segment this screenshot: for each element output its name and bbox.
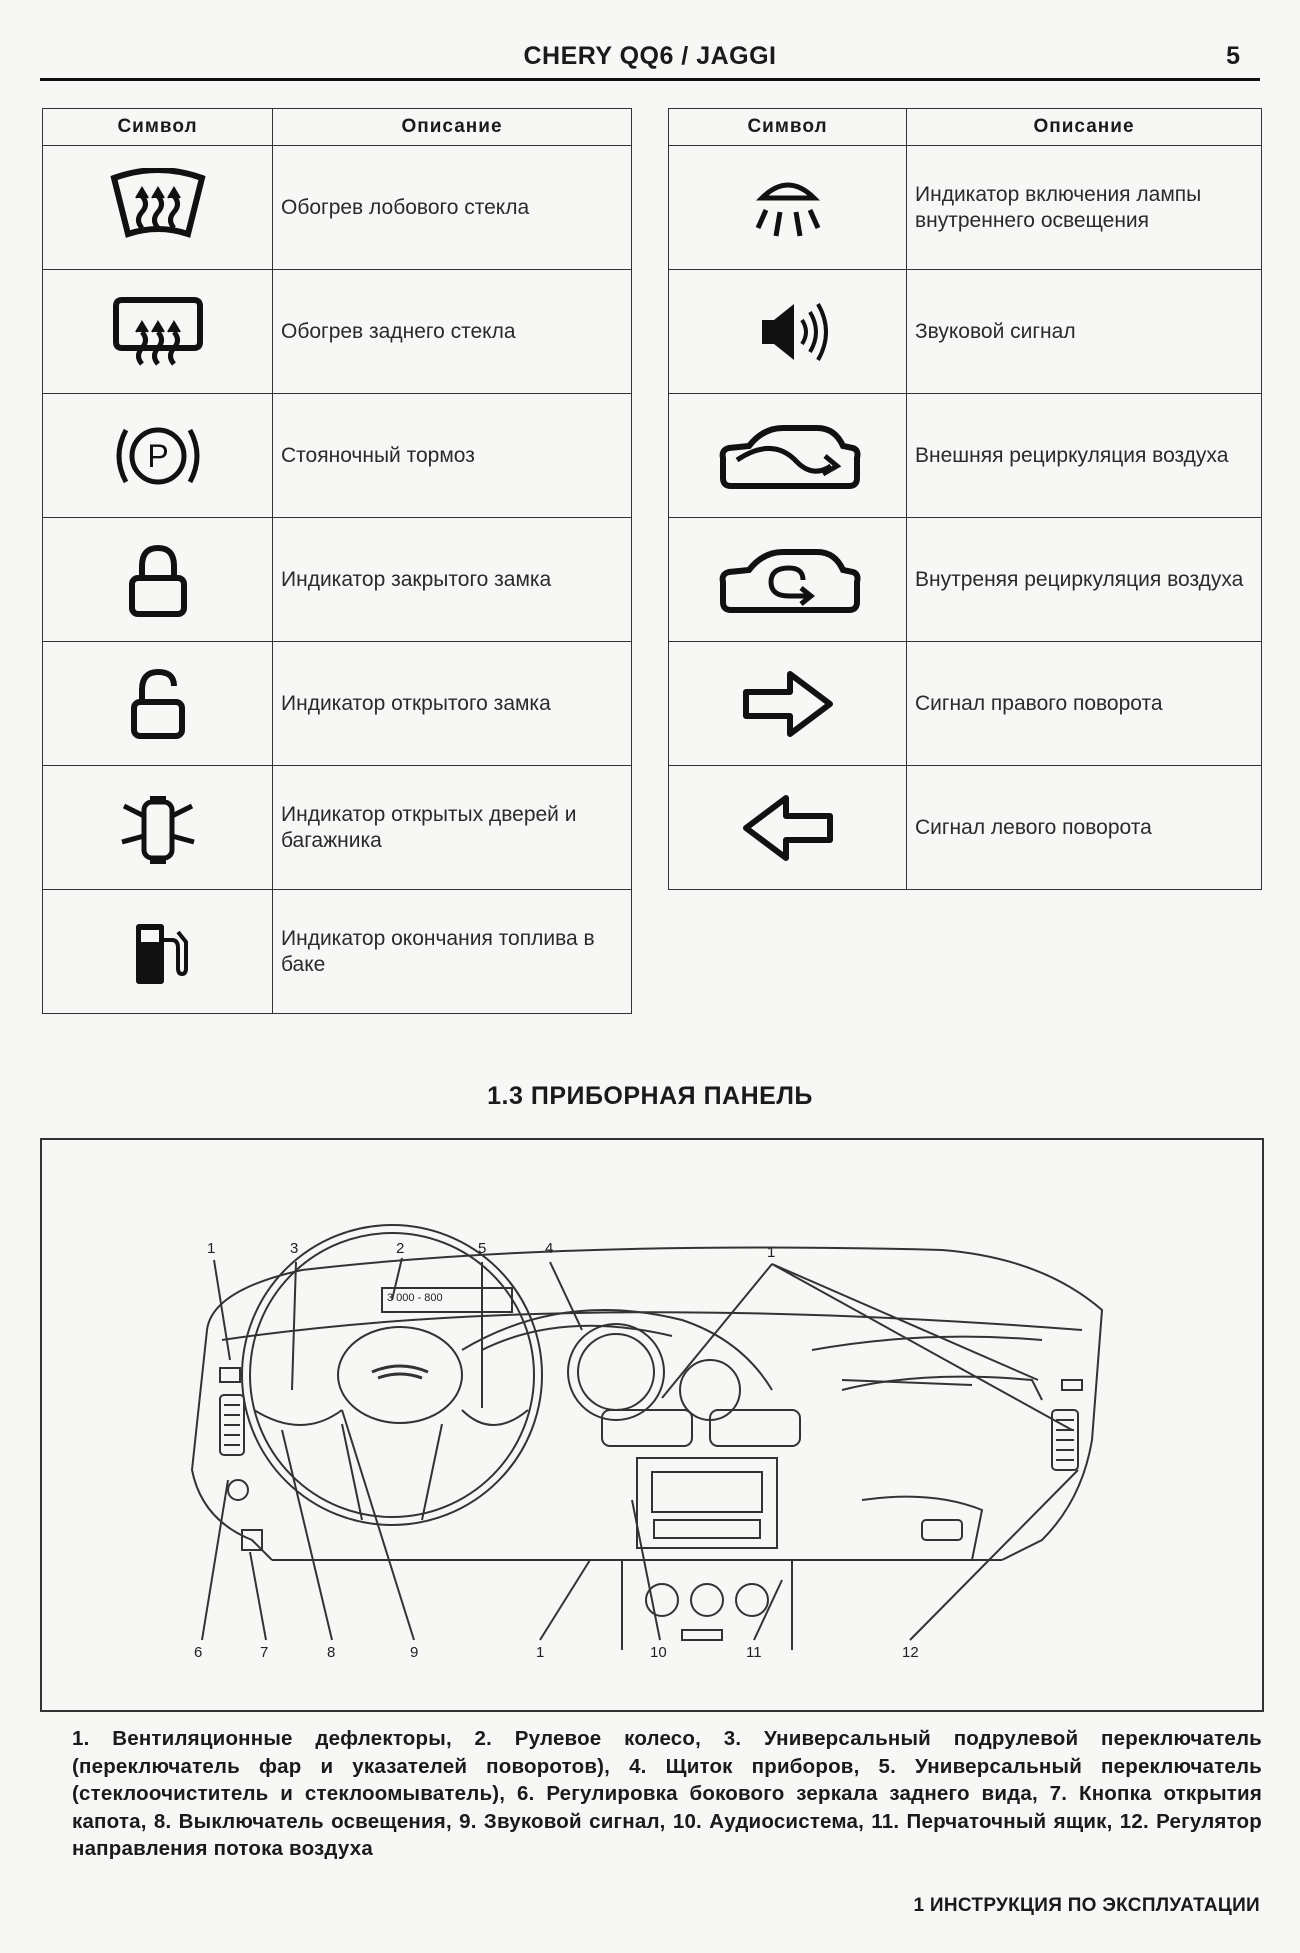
callout-label: 1 xyxy=(207,1240,216,1257)
right-arrow-icon xyxy=(670,664,905,744)
lock-closed-icon xyxy=(44,540,271,620)
gauge-label: 3 000 - 800 xyxy=(387,1292,443,1304)
row-description: Внутреняя рециркуляция воздуха xyxy=(907,518,1262,642)
row-description: Индикатор открытых дверей и багажника xyxy=(273,766,632,890)
row-description: Стояночный тормоз xyxy=(273,394,632,518)
callout-label: 1 xyxy=(536,1644,545,1661)
table-row xyxy=(43,642,632,766)
table-row xyxy=(43,270,632,394)
row-description: Индикатор закрытого замка xyxy=(273,518,632,642)
horn-icon xyxy=(670,292,905,372)
table-row xyxy=(43,766,632,890)
table-header-row xyxy=(43,109,632,146)
row-description: Индикатор включения лампы внутреннего освещения xyxy=(907,146,1262,270)
column-header-symbol: Символ xyxy=(43,109,273,146)
section-title: 1.3 ПРИБОРНАЯ ПАНЕЛЬ xyxy=(487,1082,813,1110)
recirculation-icon xyxy=(670,540,905,620)
table-row xyxy=(43,518,632,642)
table-row xyxy=(669,394,1262,518)
row-description: Сигнал левого поворота xyxy=(907,766,1262,890)
callout-label: 8 xyxy=(327,1644,336,1661)
table-row xyxy=(669,146,1262,270)
callout-label: 5 xyxy=(478,1240,487,1257)
row-description: Индикатор открытого замка xyxy=(273,642,632,766)
table-row xyxy=(669,642,1262,766)
lock-open-icon xyxy=(44,664,271,744)
symbols-table-left xyxy=(42,108,632,1014)
table-row xyxy=(669,270,1262,394)
parking-brake-icon xyxy=(44,416,271,496)
callout-label: 10 xyxy=(650,1644,667,1661)
callout-label: 9 xyxy=(410,1644,419,1661)
row-description: Индикатор окончания топлива в баке xyxy=(273,890,632,1014)
row-description: Обогрев лобового стекла xyxy=(273,146,632,270)
fuel-pump-icon xyxy=(44,912,271,992)
row-description: Обогрев заднего стекла xyxy=(273,270,632,394)
table-row xyxy=(43,146,632,270)
rear-window-defrost-icon xyxy=(44,292,271,372)
page-footer: 1 ИНСТРУКЦИЯ ПО ЭКСПЛУАТАЦИИ xyxy=(913,1895,1260,1916)
doors-open-icon xyxy=(44,788,271,868)
callout-label: 2 xyxy=(396,1240,405,1257)
dashboard-drawing xyxy=(42,1140,1262,1710)
column-header-symbol: Символ xyxy=(669,109,907,146)
callout-label: 12 xyxy=(902,1644,919,1661)
callout-label: 3 xyxy=(290,1240,299,1257)
page-number: 5 xyxy=(1226,42,1240,70)
interior-light-icon xyxy=(670,168,905,248)
row-description: Сигнал правого поворота xyxy=(907,642,1262,766)
table-row xyxy=(43,890,632,1014)
column-header-description: Описание xyxy=(273,109,632,146)
callout-label: 6 xyxy=(194,1644,203,1661)
figure-caption: 1. Вентиляционные дефлекторы, 2. Рулевое колесо, 3. Универсальный подрулевой переключатель (переключатель фар и указателей поворотов), 4. Щиток приборов, 5. Универсальный переключатель (стеклоочиститель и стеклоомыватель), 6. Регулировка бокового зеркала заднего вида, 7. Кнопка открытия капота, 8. Выключатель освещения, 9. Звуковой сигнал, 10. Аудиосистема, 11. Перчаточный ящик, 12. Регулятор направления потока воздуха xyxy=(72,1727,1262,1860)
callout-label: 4 xyxy=(545,1240,554,1257)
table-row xyxy=(43,394,632,518)
windshield-defrost-icon xyxy=(44,168,271,248)
table-row xyxy=(669,766,1262,890)
callout-label: 1 xyxy=(767,1244,776,1261)
svg-text:P: P xyxy=(146,437,169,474)
row-description: Звуковой сигнал xyxy=(907,270,1262,394)
document-title: CHERY QQ6 / JAGGI xyxy=(523,42,777,70)
page-header xyxy=(40,30,1260,81)
column-header-description: Описание xyxy=(907,109,1262,146)
row-description: Внешняя рециркуляция воздуха xyxy=(907,394,1262,518)
symbols-table-right xyxy=(668,108,1262,890)
fresh-air-icon xyxy=(670,416,905,496)
table-header-row xyxy=(669,109,1262,146)
table-row xyxy=(669,518,1262,642)
dashboard-diagram xyxy=(40,1138,1264,1712)
left-arrow-icon xyxy=(670,788,905,868)
callout-label: 7 xyxy=(260,1644,269,1661)
callout-label: 11 xyxy=(746,1644,762,1661)
